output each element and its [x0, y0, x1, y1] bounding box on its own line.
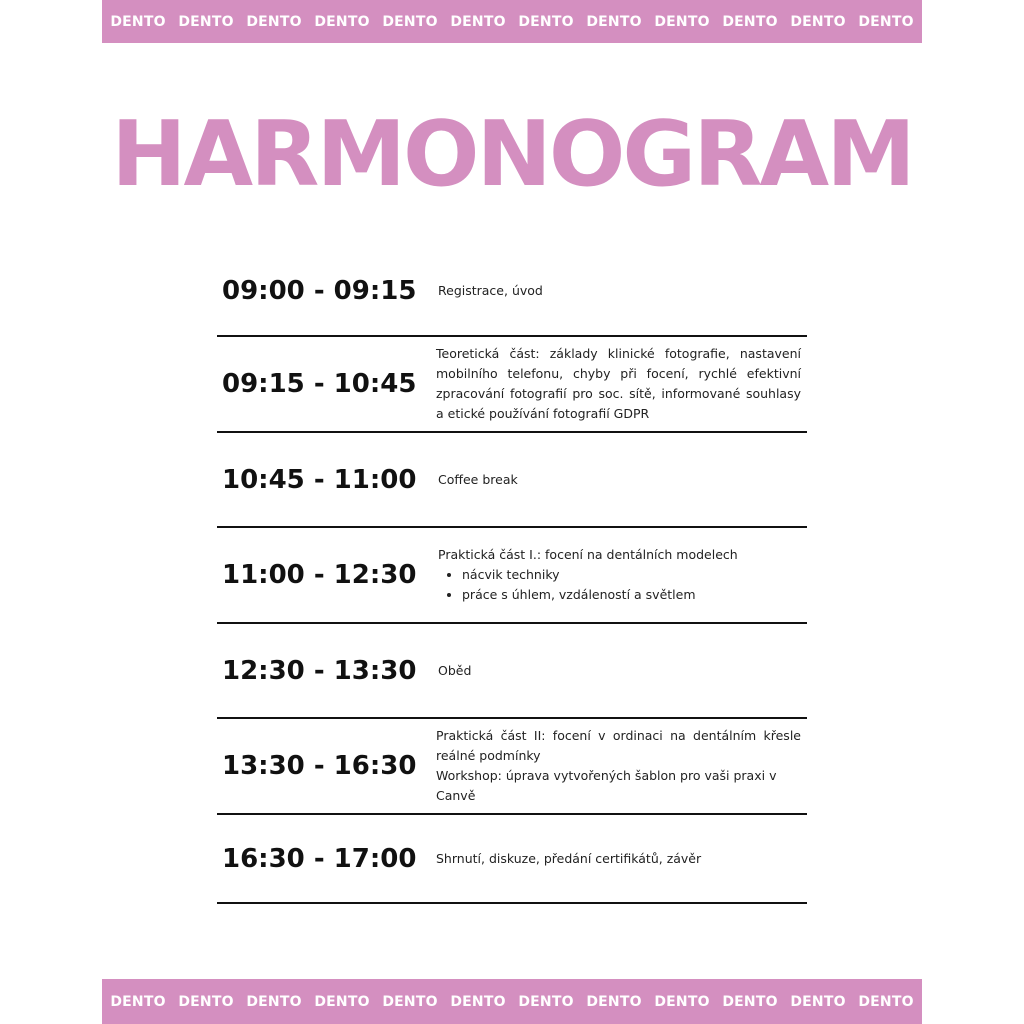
brand-word: DENTO: [246, 993, 302, 1010]
brand-word: DENTO: [382, 993, 438, 1010]
brand-word: DENTO: [722, 13, 778, 30]
brand-word: DENTO: [178, 13, 234, 30]
activity-heading: Praktická část I.: focení na dentálních modelech: [438, 547, 738, 562]
bullet-item: • nácvik techniky: [462, 565, 801, 585]
activity-text-secondary: Workshop: úprava vytvořených šablon pro vaši praxi v Canvě: [436, 768, 777, 803]
schedule-row: [217, 433, 807, 528]
activity-description: [432, 726, 807, 806]
brand-word: DENTO: [110, 13, 166, 30]
activity-description: Oběd: [438, 662, 472, 678]
activity-description: Coffee break: [438, 471, 518, 487]
top-brand-band: [102, 0, 922, 43]
schedule-row: [217, 337, 807, 433]
activity-bullet-list: [438, 565, 801, 605]
time-slot: 13:30 - 16:30: [222, 751, 417, 781]
brand-word: DENTO: [518, 13, 574, 30]
brand-word: DENTO: [450, 993, 506, 1010]
brand-word: DENTO: [314, 993, 370, 1010]
bullet-item: • práce s úhlem, vzdáleností a světlem: [462, 585, 801, 605]
activity-description: Registrace, úvod: [438, 282, 543, 298]
activity-description: [432, 545, 807, 605]
schedule-table: [217, 246, 807, 904]
brand-word: DENTO: [586, 13, 642, 30]
brand-word: DENTO: [858, 993, 914, 1010]
time-slot: 16:30 - 17:00: [222, 843, 417, 874]
bottom-brand-band: [102, 979, 922, 1024]
brand-word: DENTO: [178, 993, 234, 1010]
schedule-row: [217, 246, 807, 337]
brand-word: DENTO: [314, 13, 370, 30]
brand-word: DENTO: [246, 13, 302, 30]
brand-word: DENTO: [382, 13, 438, 30]
brand-word: DENTO: [790, 993, 846, 1010]
brand-word: DENTO: [450, 13, 506, 30]
time-slot: 10:45 - 11:00: [222, 464, 417, 495]
brand-word: DENTO: [518, 993, 574, 1010]
brand-word: DENTO: [654, 993, 710, 1010]
time-slot: 09:00 - 09:15: [222, 275, 417, 306]
brand-word: DENTO: [654, 13, 710, 30]
brand-word: DENTO: [722, 993, 778, 1010]
schedule-row: [217, 815, 807, 904]
brand-word: DENTO: [110, 993, 166, 1010]
time-slot: 11:00 - 12:30: [222, 560, 417, 590]
time-slot: 09:15 - 10:45: [222, 369, 417, 399]
activity-description: Shrnutí, diskuze, předání certifikátů, závěr: [436, 850, 702, 866]
schedule-row: [217, 528, 807, 624]
brand-word: DENTO: [790, 13, 846, 30]
schedule-row: [217, 719, 807, 815]
activity-text: Praktická část II: focení v ordinaci na dentálním křesle reálné podmínky: [436, 728, 801, 763]
brand-word: DENTO: [858, 13, 914, 30]
schedule-row: [217, 624, 807, 719]
page-title: HARMONOGRAM: [111, 102, 913, 207]
activity-description: Teoretická část: základy klinické fotografie, nastavení mobilního telefonu, chyby při focení, rychlé efektivní zpracování fotografií pro soc. sítě, informované souhlasy a etické používání fotografií GDPR: [436, 346, 801, 421]
time-slot: 12:30 - 13:30: [222, 655, 417, 686]
brand-word: DENTO: [586, 993, 642, 1010]
